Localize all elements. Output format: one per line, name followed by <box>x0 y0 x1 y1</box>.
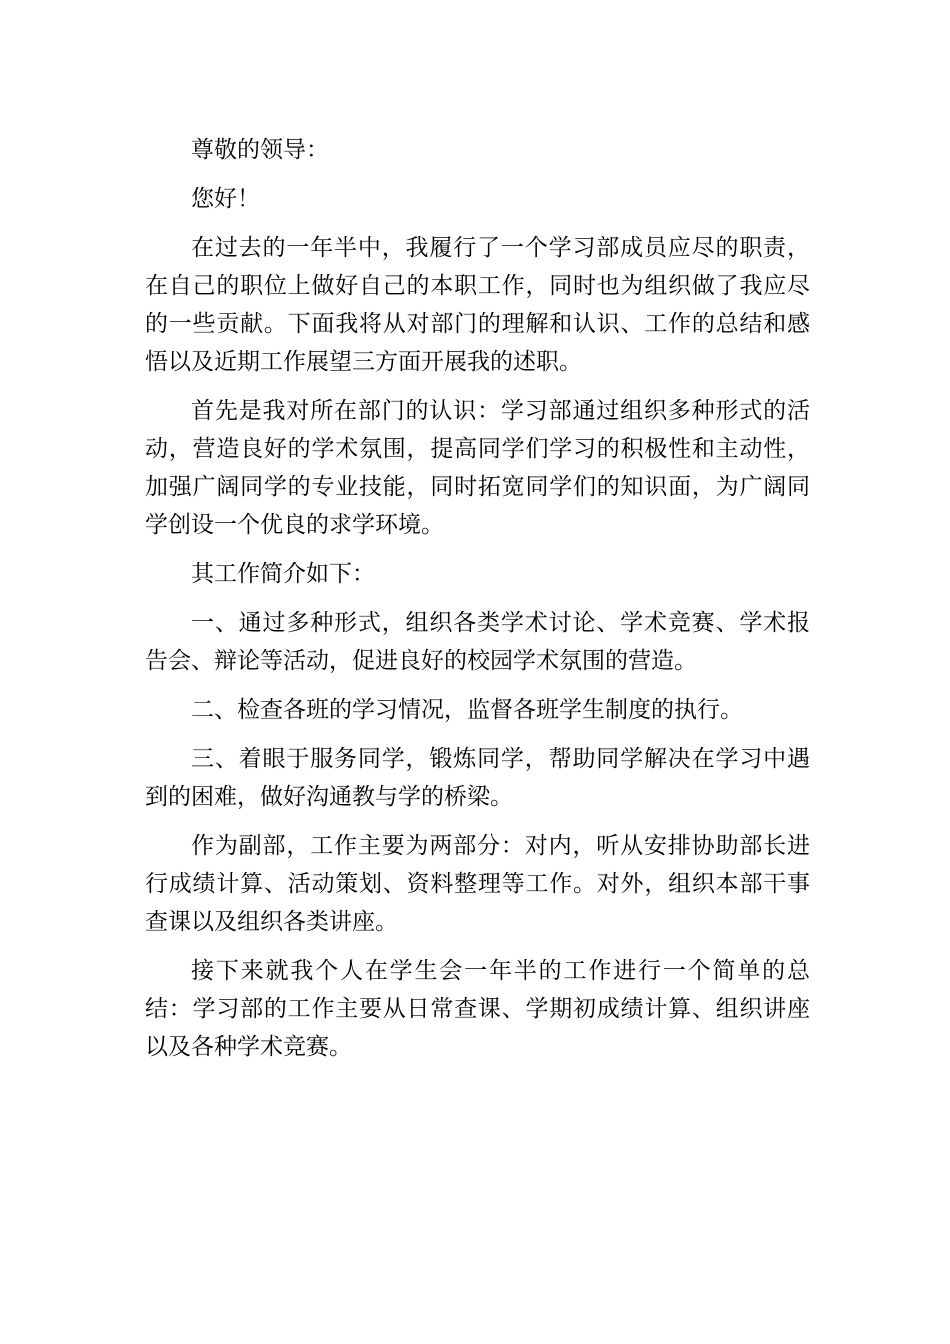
paragraph-role: 作为副部，工作主要为两部分：对内，听从安排协助部长进行成绩计算、活动策划、资料整理等工作。对外，组织本部干事查课以及组织各类讲座。 <box>145 833 810 935</box>
paragraph-work-intro: 其工作简介如下： <box>191 561 375 587</box>
paragraph-item-1: 一、通过多种形式，组织各类学术讨论、学术竞赛、学术报告会、辩论等活动，促进良好的校园学术氛围的营造。 <box>145 610 810 674</box>
paragraph-intro: 在过去的一年半中，我履行了一个学习部成员应尽的职责，在自己的职位上做好自己的本职工作，同时也为组织做了我应尽的一些贡献。下面我将从对部门的理解和认识、工作的总结和感悟以及近期工作展望三方面开展我的述职。 <box>145 235 810 375</box>
paragraph-item-2: 二、检查各班的学习情况，监督各班学生制度的执行。 <box>191 697 743 723</box>
paragraph-item-3: 三、着眼于服务同学，锻炼同学，帮助同学解决在学习中遇到的困难，做好沟通教与学的桥梁。 <box>145 746 810 810</box>
paragraph-department: 首先是我对所在部门的认识：学习部通过组织多种形式的活动，营造良好的学术氛围，提高同学们学习的积极性和主动性，加强广阔同学的专业技能，同时拓宽同学们的知识面，为广阔同学创设一个优良的求学环境。 <box>145 398 810 538</box>
paragraph-summary: 接下来就我个人在学生会一年半的工作进行一个简单的总结：学习部的工作主要从日常查课、学期初成绩计算、组织讲座以及各种学术竞赛。 <box>145 958 810 1060</box>
salutation: 尊敬的领导： <box>191 137 329 163</box>
letter-body <box>145 131 810 1066</box>
greeting: 您好！ <box>191 186 260 212</box>
